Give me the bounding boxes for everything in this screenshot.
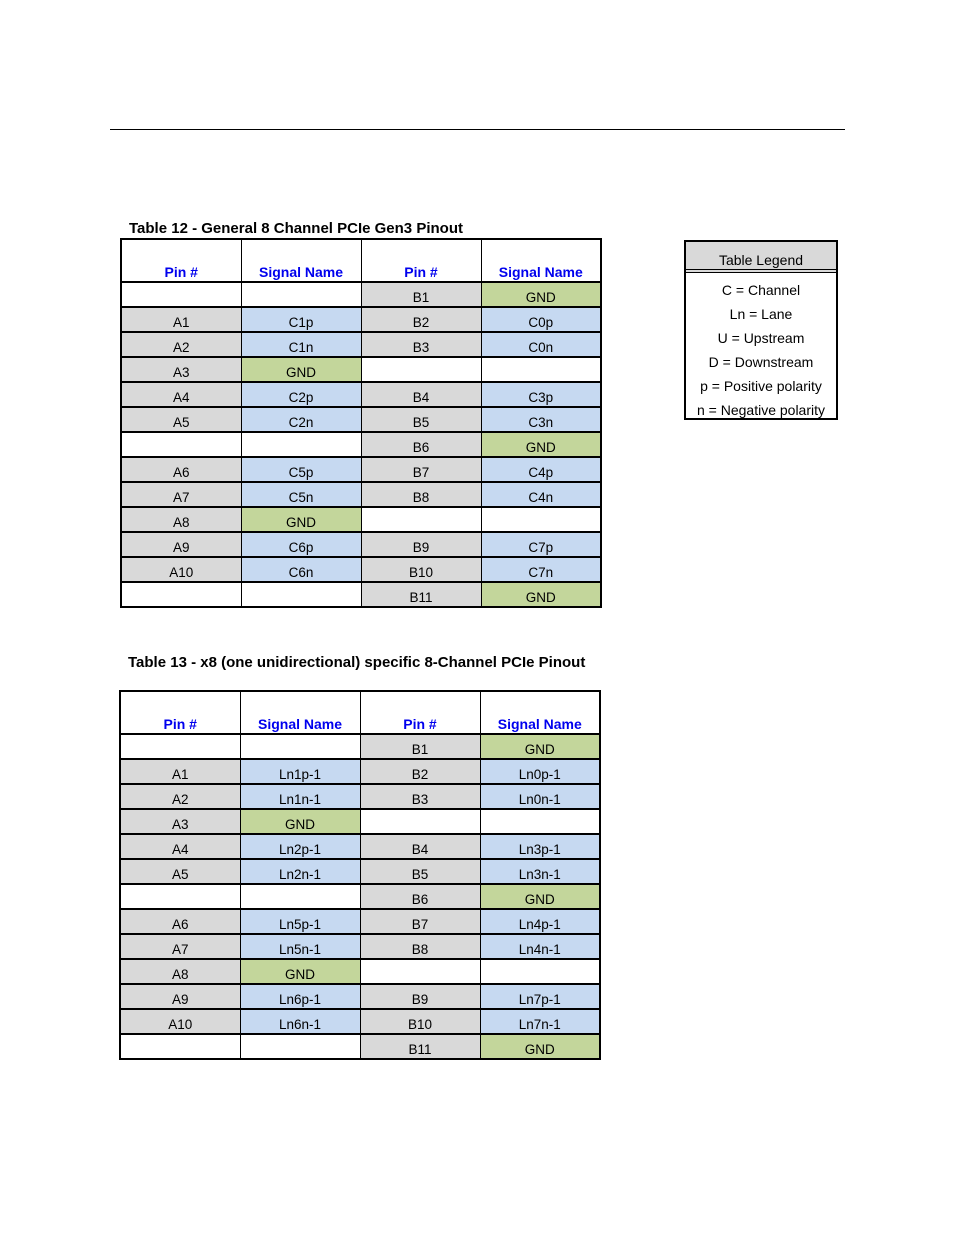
table-12-caption: Table 12 - General 8 Channel PCIe Gen3 Pinout bbox=[129, 220, 463, 237]
signal-cell: C6n bbox=[241, 557, 361, 582]
signal-cell: Ln1n-1 bbox=[240, 784, 360, 809]
table-12-pinout bbox=[120, 238, 602, 608]
signal-cell: GND bbox=[480, 884, 600, 909]
legend-item-downstream: D = Downstream bbox=[708, 354, 814, 370]
pin-cell bbox=[121, 432, 241, 457]
signal-cell: GND bbox=[241, 507, 361, 532]
signal-cell: Ln3p-1 bbox=[480, 834, 600, 859]
pin-cell: A1 bbox=[120, 759, 240, 784]
signal-cell: Ln2n-1 bbox=[240, 859, 360, 884]
table-row bbox=[121, 557, 601, 582]
table-row bbox=[121, 332, 601, 357]
table-header-row bbox=[120, 691, 600, 734]
pin-cell: B5 bbox=[360, 859, 480, 884]
signal-cell: C7p bbox=[481, 532, 601, 557]
signal-cell: Ln4n-1 bbox=[480, 934, 600, 959]
signal-cell bbox=[480, 959, 600, 984]
column-header-pin: Pin # bbox=[120, 691, 240, 734]
signal-cell: C5p bbox=[241, 457, 361, 482]
pin-cell bbox=[120, 1034, 240, 1059]
pin-cell bbox=[360, 809, 480, 834]
signal-cell: C4n bbox=[481, 482, 601, 507]
header-rule bbox=[110, 129, 845, 130]
signal-cell: GND bbox=[481, 282, 601, 307]
column-header-pin: Pin # bbox=[360, 691, 480, 734]
signal-cell: C0p bbox=[481, 307, 601, 332]
signal-cell: Ln3n-1 bbox=[480, 859, 600, 884]
signal-cell: GND bbox=[481, 432, 601, 457]
pin-cell: A7 bbox=[120, 934, 240, 959]
table-row bbox=[120, 809, 600, 834]
column-header-signal: Signal Name bbox=[481, 239, 601, 282]
legend-item-positive: p = Positive polarity bbox=[700, 378, 822, 394]
pin-cell: A9 bbox=[121, 532, 241, 557]
pin-cell: B3 bbox=[360, 784, 480, 809]
pin-cell: B4 bbox=[360, 834, 480, 859]
table-row bbox=[121, 432, 601, 457]
pin-cell bbox=[120, 734, 240, 759]
pin-cell bbox=[121, 582, 241, 607]
pin-cell: A6 bbox=[120, 909, 240, 934]
table-row bbox=[121, 407, 601, 432]
pin-cell: B7 bbox=[360, 909, 480, 934]
signal-cell: Ln5n-1 bbox=[240, 934, 360, 959]
table-row bbox=[120, 1009, 600, 1034]
signal-cell: GND bbox=[481, 582, 601, 607]
signal-cell: C0n bbox=[481, 332, 601, 357]
table-row bbox=[120, 859, 600, 884]
signal-cell: Ln2p-1 bbox=[240, 834, 360, 859]
pin-cell: B9 bbox=[361, 532, 481, 557]
pin-cell: A8 bbox=[120, 959, 240, 984]
signal-cell: C1n bbox=[241, 332, 361, 357]
signal-cell: C3n bbox=[481, 407, 601, 432]
pin-cell: A4 bbox=[121, 382, 241, 407]
table-row bbox=[120, 759, 600, 784]
signal-cell: Ln7p-1 bbox=[480, 984, 600, 1009]
signal-cell bbox=[240, 1034, 360, 1059]
table-row bbox=[120, 884, 600, 909]
pin-cell: B1 bbox=[360, 734, 480, 759]
signal-cell bbox=[241, 432, 361, 457]
pin-cell: A2 bbox=[120, 784, 240, 809]
legend-item-negative: n = Negative polarity bbox=[696, 402, 826, 418]
table-row bbox=[120, 984, 600, 1009]
table-row bbox=[121, 307, 601, 332]
table-legend bbox=[684, 240, 838, 420]
signal-cell: Ln7n-1 bbox=[480, 1009, 600, 1034]
column-header-signal: Signal Name bbox=[240, 691, 360, 734]
table-12-body bbox=[121, 282, 601, 607]
pin-cell: A1 bbox=[121, 307, 241, 332]
pin-cell: A10 bbox=[121, 557, 241, 582]
table-row bbox=[121, 282, 601, 307]
signal-cell: C6p bbox=[241, 532, 361, 557]
pin-cell: A3 bbox=[121, 357, 241, 382]
signal-cell: Ln0p-1 bbox=[480, 759, 600, 784]
pin-cell: B3 bbox=[361, 332, 481, 357]
legend-item-channel: C = Channel bbox=[721, 282, 801, 298]
signal-cell: GND bbox=[241, 357, 361, 382]
table-row bbox=[121, 507, 601, 532]
pin-cell: B11 bbox=[361, 582, 481, 607]
column-header-signal: Signal Name bbox=[480, 691, 600, 734]
signal-cell bbox=[480, 809, 600, 834]
table-row bbox=[120, 834, 600, 859]
signal-cell: C7n bbox=[481, 557, 601, 582]
signal-cell bbox=[241, 582, 361, 607]
table-row bbox=[120, 934, 600, 959]
signal-cell bbox=[240, 884, 360, 909]
table-header-row bbox=[121, 239, 601, 282]
table-row bbox=[121, 482, 601, 507]
pin-cell: B1 bbox=[361, 282, 481, 307]
table-row bbox=[121, 357, 601, 382]
pin-cell bbox=[121, 282, 241, 307]
column-header-pin: Pin # bbox=[121, 239, 241, 282]
signal-cell: GND bbox=[480, 734, 600, 759]
signal-cell: C4p bbox=[481, 457, 601, 482]
signal-cell bbox=[241, 282, 361, 307]
table-row bbox=[120, 909, 600, 934]
table-13-pinout bbox=[119, 690, 601, 1060]
signal-cell: Ln5p-1 bbox=[240, 909, 360, 934]
signal-cell: C3p bbox=[481, 382, 601, 407]
pin-cell: A3 bbox=[120, 809, 240, 834]
pin-cell: B6 bbox=[361, 432, 481, 457]
pin-cell bbox=[360, 959, 480, 984]
table-row bbox=[120, 734, 600, 759]
column-header-pin: Pin # bbox=[361, 239, 481, 282]
table-13-body bbox=[120, 734, 600, 1059]
signal-cell bbox=[240, 734, 360, 759]
table-row bbox=[121, 382, 601, 407]
signal-cell: C1p bbox=[241, 307, 361, 332]
signal-cell: C5n bbox=[241, 482, 361, 507]
signal-cell bbox=[481, 357, 601, 382]
signal-cell: Ln1p-1 bbox=[240, 759, 360, 784]
table-row bbox=[120, 1034, 600, 1059]
pin-cell: B5 bbox=[361, 407, 481, 432]
signal-cell: C2p bbox=[241, 382, 361, 407]
pin-cell bbox=[361, 357, 481, 382]
pin-cell: B2 bbox=[361, 307, 481, 332]
signal-cell: Ln0n-1 bbox=[480, 784, 600, 809]
pin-cell: A8 bbox=[121, 507, 241, 532]
legend-title: Table Legend bbox=[686, 242, 836, 273]
table-13-caption: Table 13 - x8 (one unidirectional) specific 8-Channel PCIe Pinout bbox=[128, 654, 586, 671]
column-header-signal: Signal Name bbox=[241, 239, 361, 282]
pin-cell: A9 bbox=[120, 984, 240, 1009]
pin-cell: B7 bbox=[361, 457, 481, 482]
signal-cell: Ln6p-1 bbox=[240, 984, 360, 1009]
legend-item-lane: Ln = Lane bbox=[729, 306, 793, 322]
pin-cell bbox=[361, 507, 481, 532]
legend-item-upstream: U = Upstream bbox=[717, 330, 805, 346]
pin-cell bbox=[120, 884, 240, 909]
table-row bbox=[120, 784, 600, 809]
pin-cell: B10 bbox=[360, 1009, 480, 1034]
legend-list bbox=[686, 273, 836, 422]
signal-cell: Ln6n-1 bbox=[240, 1009, 360, 1034]
pin-cell: A4 bbox=[120, 834, 240, 859]
table-row bbox=[121, 457, 601, 482]
pin-cell: A5 bbox=[121, 407, 241, 432]
pin-cell: B10 bbox=[361, 557, 481, 582]
table-row bbox=[120, 959, 600, 984]
table-row bbox=[121, 582, 601, 607]
table-row bbox=[121, 532, 601, 557]
signal-cell: Ln4p-1 bbox=[480, 909, 600, 934]
pin-cell: B9 bbox=[360, 984, 480, 1009]
pin-cell: A7 bbox=[121, 482, 241, 507]
signal-cell: GND bbox=[240, 959, 360, 984]
pin-cell: B4 bbox=[361, 382, 481, 407]
pin-cell: A10 bbox=[120, 1009, 240, 1034]
pin-cell: A6 bbox=[121, 457, 241, 482]
pin-cell: B6 bbox=[360, 884, 480, 909]
signal-cell: GND bbox=[480, 1034, 600, 1059]
pin-cell: B2 bbox=[360, 759, 480, 784]
pin-cell: A5 bbox=[120, 859, 240, 884]
pin-cell: A2 bbox=[121, 332, 241, 357]
signal-cell: GND bbox=[240, 809, 360, 834]
pin-cell: B11 bbox=[360, 1034, 480, 1059]
signal-cell bbox=[481, 507, 601, 532]
signal-cell: C2n bbox=[241, 407, 361, 432]
pin-cell: B8 bbox=[361, 482, 481, 507]
pin-cell: B8 bbox=[360, 934, 480, 959]
